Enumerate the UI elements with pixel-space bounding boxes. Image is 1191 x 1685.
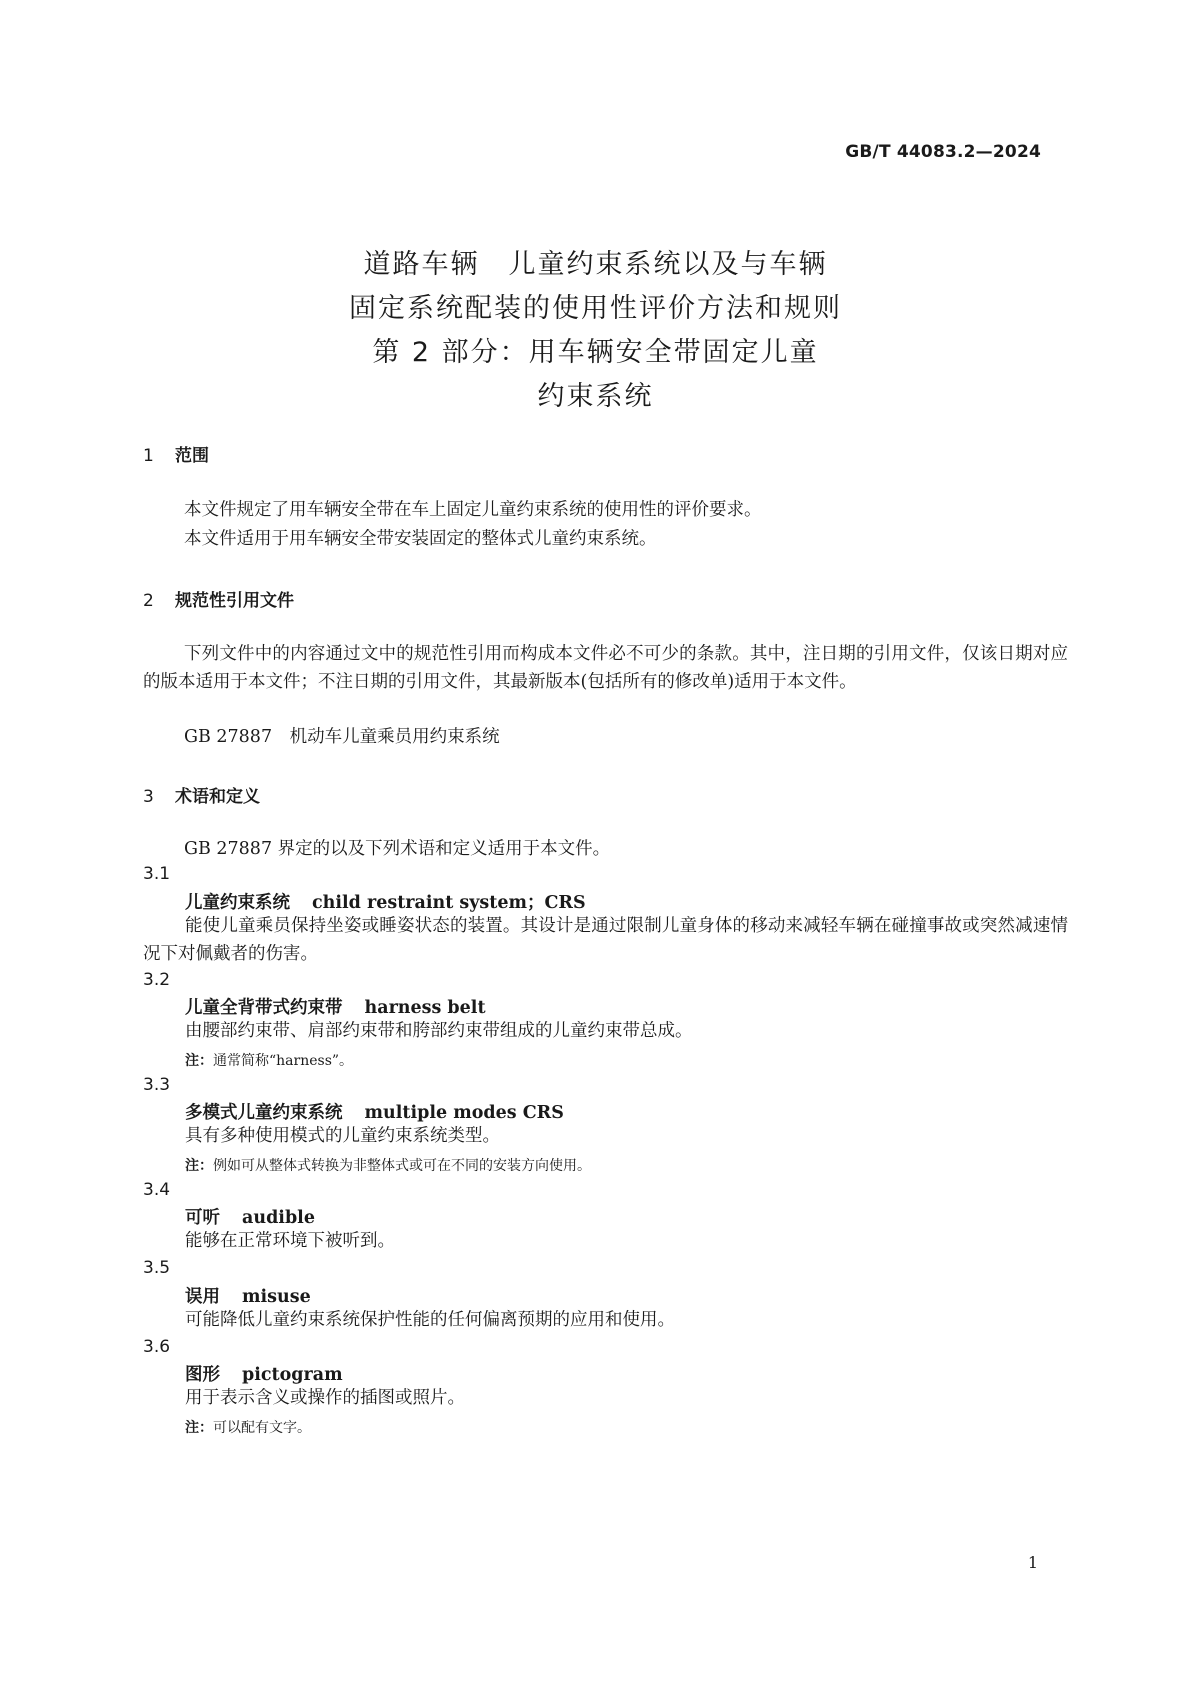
section-3-title: 术语和定义 [175,787,260,807]
term-number: 3.1 [143,864,171,884]
term-en: audible [242,1208,315,1228]
section-2-reference: GB 27887 机动车儿童乘员用约束系统 [184,727,500,747]
title-line-3: 第 2 部分：用车辆安全带固定儿童 [372,337,819,368]
section-2-para-1: 下列文件中的内容通过文中的规范性引用而构成本文件必不可少的条款。其中，注日期的引用文件，仅该日期对应的版本适用于本文件；不注日期的引用文件，其最新版本(包括所有的修改单)适用于本文件。 [143,644,1068,692]
term-note [185,1155,591,1175]
term-number: 3.5 [143,1258,171,1278]
term-note [185,1050,353,1070]
term-zh: 多模式儿童约束系统 [185,1103,343,1123]
term-heading [185,1099,564,1124]
term-number: 3.6 [143,1337,171,1357]
section-2-heading [143,586,294,611]
section-3-intro: GB 27887 界定的以及下列术语和定义适用于本文件。 [184,839,611,859]
term-zh: 图形 [185,1365,220,1385]
note-text: 可以配有文字。 [213,1420,311,1436]
term-definition: 由腰部约束带、肩部约束带和胯部约束带组成的儿童约束带总成。 [185,1021,693,1041]
term-heading [185,1204,315,1229]
term-definition: 具有多种使用模式的儿童约束系统类型。 [185,1126,500,1146]
section-1-number: 1 [143,446,154,466]
term-heading [185,994,486,1019]
term-zh: 儿童约束系统 [185,893,290,913]
section-1-heading [143,441,209,466]
term-en: pictogram [242,1365,343,1385]
section-3-heading [143,782,260,807]
term-number: 3.2 [143,970,171,990]
term-definition: 能使儿童乘员保持坐姿或睡姿状态的装置。其设计是通过限制儿童身体的移动来减轻车辆在碰撞事故或突然减速情况下对佩戴者的伤害。 [143,916,1068,964]
note-text: 通常简称“harness”。 [213,1053,354,1069]
title-line-2: 固定系统配装的使用性评价方法和规则 [349,293,842,324]
section-1-para-2: 本文件适用于用车辆安全带安装固定的整体式儿童约束系统。 [184,529,657,549]
note-label: 注： [185,1053,213,1069]
term-heading [185,889,586,914]
note-label: 注： [185,1420,213,1436]
term-definition: 可能降低儿童约束系统保护性能的任何偏离预期的应用和使用。 [185,1310,675,1330]
term-heading [185,1361,343,1386]
term-heading [185,1283,311,1308]
section-1-para-1: 本文件规定了用车辆安全带在车上固定儿童约束系统的使用性的评价要求。 [184,500,762,520]
section-2-number: 2 [143,591,154,611]
term-number: 3.4 [143,1180,171,1200]
note-label: 注： [185,1158,213,1174]
term-definition: 能够在正常环境下被听到。 [185,1231,395,1251]
title-line-4: 约束系统 [537,381,654,412]
term-en: harness belt [364,998,486,1018]
document-number: GB/T 44083.2—2024 [845,142,1041,162]
section-2-title: 规范性引用文件 [175,591,294,611]
term-number: 3.3 [143,1075,171,1095]
document-title [0,243,1191,419]
note-text: 例如可从整体式转换为非整体式或可在不同的安装方向使用。 [213,1158,591,1174]
term-en: child restraint system；CRS [312,893,586,913]
term-zh: 可听 [185,1208,220,1228]
page-number: 1 [1027,1553,1038,1572]
term-en: multiple modes CRS [364,1103,564,1123]
term-note [185,1417,311,1437]
section-3-number: 3 [143,787,154,807]
title-line-1: 道路车辆 儿童约束系统以及与车辆 [363,249,828,280]
term-definition: 用于表示含义或操作的插图或照片。 [185,1388,465,1408]
section-1-title: 范围 [175,446,209,466]
term-en: misuse [242,1287,311,1307]
term-zh: 儿童全背带式约束带 [185,998,343,1018]
term-zh: 误用 [185,1287,220,1307]
